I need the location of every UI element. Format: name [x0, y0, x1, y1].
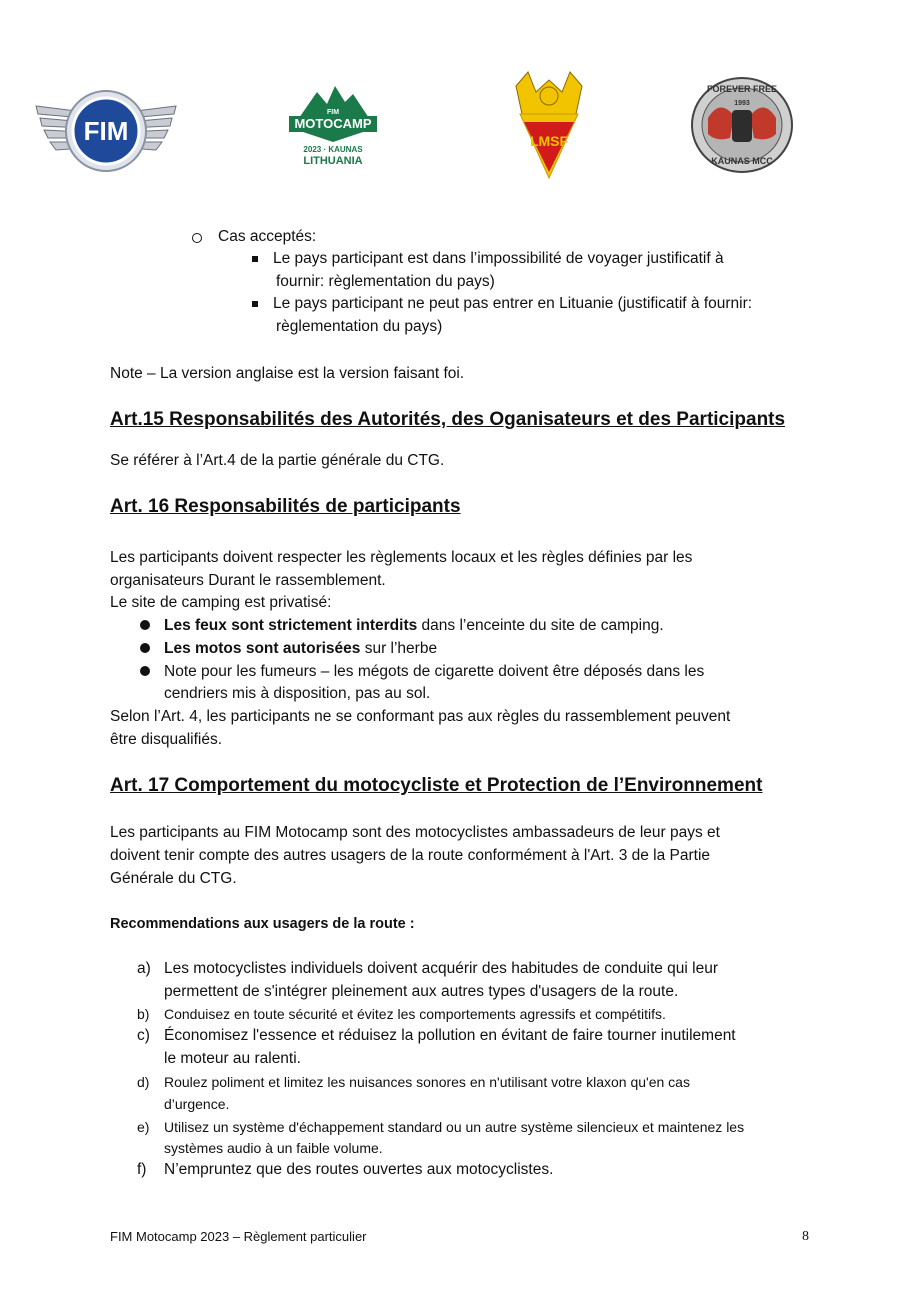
- accepted-cases-heading: Cas acceptés:: [218, 228, 317, 245]
- square-bullet-icon: [252, 256, 258, 262]
- motocamp-country-text: LITHUANIA: [303, 155, 363, 167]
- motocamp-sub-text: 2023 · KAUNAS: [303, 145, 363, 154]
- list-item-a-line-2: permettent de s'intégrer pleinement aux autres types d'usagers de la route.: [164, 983, 679, 1000]
- art16-camping-text: Le site de camping est privatisé:: [110, 594, 332, 611]
- circle-bullet-icon: [192, 233, 202, 243]
- fires-bold-text: Les feux sont strictement interdits: [164, 617, 418, 634]
- art16-paragraph-line-2: organisateurs Durant le rassemblement.: [110, 572, 386, 589]
- list-label-c: c): [137, 1027, 150, 1044]
- forever-free-bottom-text: KAUNAS MCC: [711, 156, 773, 166]
- accepted-item-2-line-1: Le pays participant ne peut pas entrer en Lituanie (justificatif à fournir:: [273, 295, 753, 312]
- motocamp-title-text: MOTOCAMP: [294, 116, 372, 131]
- art17-paragraph-line-1: Les participants au FIM Motocamp sont des motocyclistes ambassadeurs de leur pays et: [110, 824, 720, 841]
- bullet-dot-icon: [140, 666, 150, 676]
- footer-title: FIM Motocamp 2023 – Règlement particulier: [110, 1229, 367, 1244]
- list-label-f: f): [137, 1161, 147, 1178]
- art17-paragraph-line-2: doivent tenir compte des autres usagers de la route conformément à l'Art. 3 de la Partie: [110, 847, 711, 864]
- fim-logo-text: FIM: [83, 116, 129, 146]
- list-item-e-line-2: systèmes audio à un faible volume.: [164, 1140, 383, 1156]
- forever-free-top-text: FOREVER FREE: [706, 84, 778, 94]
- accepted-item-2-line-2: règlementation du pays): [276, 318, 443, 335]
- fires-rest-text: dans l’enceinte du site de camping.: [417, 617, 664, 634]
- forever-free-logo: [690, 76, 794, 174]
- list-item-c-line-1: Économisez l'essence et réduisez la pollution en évitant de faire tourner inutilement: [164, 1027, 736, 1044]
- bullet-dot-icon: [140, 620, 150, 630]
- art16-disqualify-line-1: Selon l’Art. 4, les participants ne se conformant pas aux règles du rassemblement peuvent: [110, 708, 731, 725]
- lmsf-text: LMSF: [529, 133, 569, 149]
- art17-paragraph-line-3: Générale du CTG.: [110, 870, 237, 887]
- art16-bullet-motos: [164, 638, 437, 660]
- motos-rest-text: sur l’herbe: [360, 640, 438, 657]
- art16-bullet-fires: [164, 615, 664, 637]
- list-item-c-line-2: le moteur au ralenti.: [164, 1050, 301, 1067]
- art16-paragraph-line-1: Les participants doivent respecter les règlements locaux et les règles définies par les: [110, 549, 693, 566]
- list-item-a-line-1: Les motocyclistes individuels doivent acquérir des habitudes de conduite qui leur: [164, 960, 719, 977]
- recommendations-heading: Recommendations aux usagers de la route :: [110, 916, 415, 932]
- list-label-e: e): [137, 1119, 150, 1135]
- art17-title: Art. 17 Comportement du motocycliste et Protection de l’Environnement: [110, 775, 763, 796]
- list-label-b: b): [137, 1006, 150, 1022]
- art16-bullet-smokers-line-1: Note pour les fumeurs – les mégots de cigarette doivent être déposés dans les: [164, 663, 705, 680]
- square-bullet-icon: [252, 301, 258, 307]
- art15-title: Art.15 Responsabilités des Autorités, des Oganisateurs et des Participants: [110, 409, 786, 430]
- motocamp-logo: [285, 80, 381, 168]
- list-item-e-line-1: Utilisez un système d'échappement standard ou un autre système silencieux et maintenez les: [164, 1119, 745, 1135]
- accepted-item-1-line-2: fournir: règlementation du pays): [276, 273, 495, 290]
- art16-disqualify-line-2: être disqualifiés.: [110, 731, 223, 748]
- art16-bullet-smokers-line-2: cendriers mis à disposition, pas au sol.: [164, 685, 431, 702]
- list-item-b-line-1: Conduisez en toute sécurité et évitez les comportements agressifs et compétitifs.: [164, 1006, 666, 1022]
- art15-text: Se référer à l’Art.4 de la partie générale du CTG.: [110, 452, 445, 469]
- page-number: 8: [802, 1229, 809, 1244]
- forever-free-year-text: 1993: [734, 100, 750, 107]
- note-text: Note – La version anglaise est la version faisant foi.: [110, 365, 465, 382]
- fim-logo: [32, 88, 180, 174]
- motos-bold-text: Les motos sont autorisées: [164, 640, 361, 657]
- motocamp-fim-text: FIM: [326, 109, 340, 116]
- accepted-item-1-line-1: Le pays participant est dans l’impossibilité de voyager justificatif à: [273, 250, 724, 267]
- list-label-a: a): [137, 960, 151, 977]
- list-item-d-line-2: d’urgence.: [164, 1096, 230, 1112]
- bullet-dot-icon: [140, 643, 150, 653]
- list-label-d: d): [137, 1074, 150, 1090]
- list-item-d-line-1: Roulez poliment et limitez les nuisances sonores en n'utilisant votre klaxon qu'en cas: [164, 1074, 690, 1090]
- list-item-f-line-1: N’empruntez que des routes ouvertes aux motocyclistes.: [164, 1161, 554, 1178]
- art16-title: Art. 16 Responsabilités de participants: [110, 496, 461, 517]
- lmsf-logo: [514, 66, 584, 180]
